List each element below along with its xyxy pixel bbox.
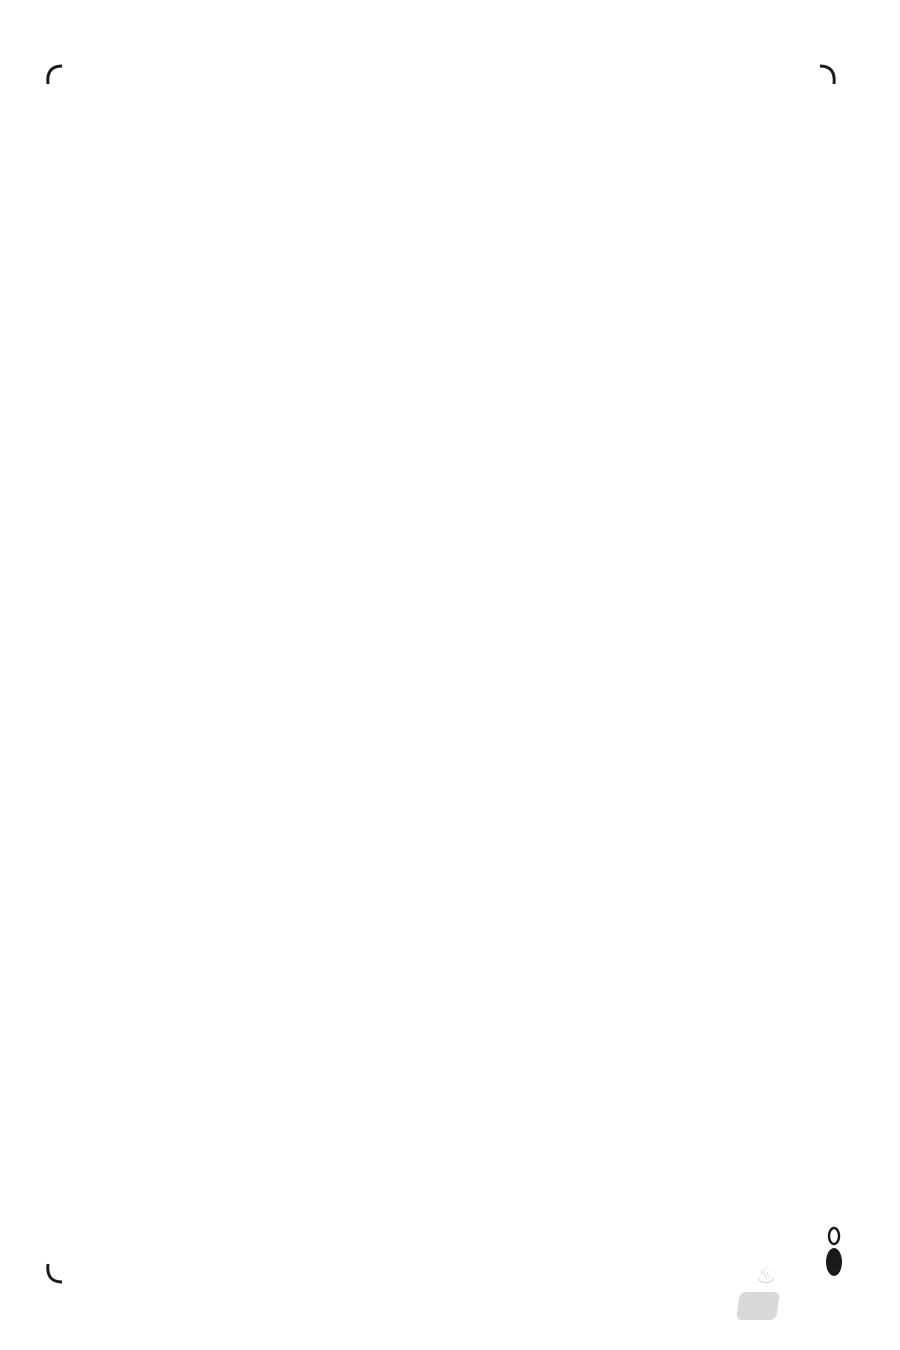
watermark-badge [736, 1292, 780, 1320]
chain-corner-top-left [48, 66, 62, 84]
chain-corner-top-right [820, 66, 834, 84]
watermark [738, 1262, 888, 1322]
chain-corner-bottom-left [48, 1264, 62, 1282]
flame-logo-icon: ♨ [756, 1264, 776, 1289]
